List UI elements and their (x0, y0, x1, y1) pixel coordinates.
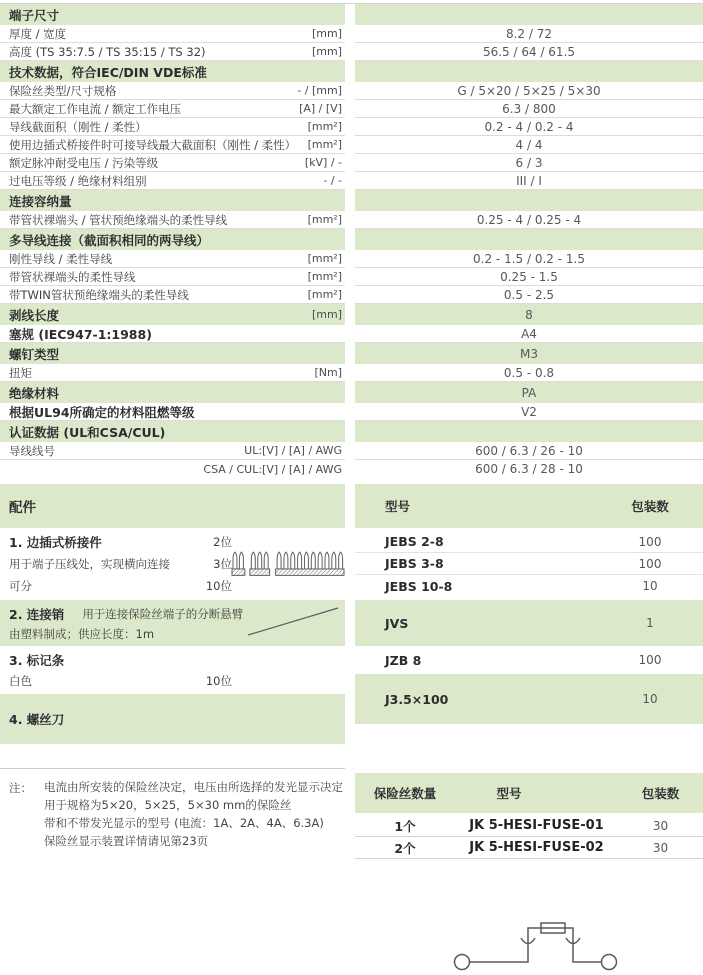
note-line: 用于规格为5×20，5×25，5×30 mm的保险丝 (44, 798, 292, 812)
spec-value: 8.2 / 72 (505, 26, 553, 41)
model-row (355, 575, 703, 597)
note-line: 电流由所安装的保险丝决定，电压由所选择的发光显示决定 (44, 780, 343, 794)
fuse-qty: 1个 (394, 818, 416, 834)
spec-label-cell (0, 172, 345, 190)
accessory-item-marker (0, 649, 345, 691)
accessory-title: 3. 标记条 (9, 652, 65, 668)
spec-row (0, 82, 703, 100)
spec-value: M3 (520, 346, 538, 361)
spec-row (0, 4, 703, 25)
spec-label: 保险丝类型/尺寸规格 (9, 83, 117, 98)
spec-unit: [kV] / - (304, 156, 342, 169)
spec-value-cell (355, 154, 703, 172)
spec-value-cell (355, 343, 703, 364)
spec-row (0, 118, 703, 136)
spec-label: 厚度 / 宽度 (9, 26, 67, 41)
spec-unit: [mm] (311, 45, 342, 58)
pack-qty: 100 (638, 653, 662, 667)
spec-row (0, 190, 703, 211)
spec-label-cell (0, 61, 345, 82)
model-name: JZB 8 (385, 652, 422, 668)
spec-label: 过电压等级 / 绝缘材料组别 (9, 173, 147, 188)
model-row (355, 553, 703, 575)
spec-unit: [mm] (311, 27, 342, 40)
model-name: JEBS 10-8 (385, 578, 453, 594)
accessory-desc: 可分 (9, 579, 32, 593)
accessory-pos: 10位 (205, 579, 232, 593)
spec-value-cell (355, 460, 703, 478)
spec-value-cell (355, 172, 703, 190)
spec-value-cell (355, 25, 703, 43)
fuse-row (355, 837, 703, 859)
spec-value-cell (355, 304, 703, 325)
spec-row (0, 382, 703, 403)
spec-label: 带管状裸端头的柔性导线 (9, 269, 136, 284)
spec-unit: - / [mm] (297, 84, 342, 97)
spec-unit: - / - (323, 174, 342, 187)
model-row (355, 674, 703, 724)
accessories-title: 配件 (9, 500, 36, 516)
fuse-model: JK 5-HESI-FUSE-02 (469, 840, 604, 855)
spec-value-cell (355, 61, 703, 82)
spec-value: 0.25 - 1.5 (500, 269, 558, 284)
spec-unit: [mm²] (307, 252, 342, 265)
pack-qty: 10 (642, 579, 658, 593)
spec-value: 600 / 6.3 / 26 - 10 (475, 443, 583, 458)
model-name: JVS (385, 615, 409, 631)
spec-label-cell (0, 82, 345, 100)
spec-row (0, 343, 703, 364)
spec-unit: [mm²] (307, 270, 342, 283)
fuse-column (355, 768, 703, 975)
column-model: 型号 (385, 499, 411, 514)
spec-value: V2 (521, 404, 537, 419)
column-pack: 包装数 (641, 786, 680, 801)
spec-unit: [mm] (311, 308, 342, 321)
accessory-item-jumper (0, 531, 345, 597)
model-row (355, 531, 703, 553)
spec-label-cell (0, 421, 345, 442)
pack-qty: 1 (646, 616, 654, 630)
fuse-model: JK 5-HESI-FUSE-01 (469, 818, 604, 833)
column-model: 型号 (496, 786, 522, 801)
spec-label-cell (0, 364, 345, 382)
accessories-section (0, 484, 703, 744)
spec-label: 根据UL94所确定的材料阻燃等级 (9, 404, 195, 420)
spec-value: 4 / 4 (515, 137, 543, 152)
pack-qty: 100 (638, 534, 662, 549)
model-row (355, 649, 703, 671)
connection-pin-icon (243, 602, 343, 640)
spec-row (0, 25, 703, 43)
note-line: 保险丝显示装置详情请见第23页 (44, 834, 209, 848)
spec-value-cell (355, 421, 703, 442)
pack-qty: 30 (652, 840, 669, 855)
fuse-terminal-schematic-icon (400, 875, 700, 975)
spec-label-cell (0, 382, 345, 403)
pack-qty: 10 (642, 692, 658, 706)
spec-label: 高度 (TS 35:7.5 / TS 35:15 / TS 32) (9, 44, 206, 59)
pack-qty: 30 (652, 818, 669, 833)
spec-label: 导线截面积（刚性 / 柔性） (9, 119, 147, 134)
spec-label: 扭矩 (9, 365, 32, 380)
spec-unit: [Nm] (314, 366, 342, 379)
spec-label: 认证数据 (UL和CSA/CUL) (9, 424, 166, 440)
note-prefix: 注： (9, 781, 32, 795)
spec-label: 绝缘材料 (9, 385, 60, 401)
spec-label: 端子尺寸 (9, 7, 60, 23)
spec-value: 0.25 - 4 / 0.25 - 4 (476, 212, 582, 227)
spec-row (0, 172, 703, 190)
spec-unit: [mm²] (307, 213, 342, 226)
spec-unit: UL:[V] / [A] / AWG (244, 444, 342, 457)
spec-value-cell (355, 118, 703, 136)
spec-row (0, 61, 703, 82)
spec-value-cell (355, 43, 703, 61)
spec-row (0, 100, 703, 118)
spec-unit: [mm²] (307, 120, 342, 133)
spec-label-cell (0, 118, 345, 136)
spec-row (0, 286, 703, 304)
accessory-pos: 3位 (213, 557, 232, 571)
spec-label: 导线线号 (9, 443, 55, 458)
spec-label: 连接容纳量 (9, 193, 72, 209)
note-line: 带和不带发光显示的型号 (电流：1A、2A、4A、6.3A) (44, 816, 324, 830)
spec-label: 螺钉类型 (9, 346, 60, 362)
fuse-table-body (355, 815, 703, 859)
spec-value: 600 / 6.3 / 28 - 10 (475, 462, 583, 476)
spec-row (0, 154, 703, 172)
accessory-desc: 白色 (9, 673, 32, 688)
models-table-header (355, 484, 703, 528)
spec-value: 0.2 - 1.5 / 0.2 - 1.5 (473, 251, 585, 266)
column-pack: 包装数 (631, 499, 669, 514)
fuse-table-header (355, 773, 703, 813)
fuse-qty: 2个 (394, 840, 416, 856)
spec-value: 0.2 - 4 / 0.2 - 4 (484, 119, 574, 134)
model-name: JEBS 2-8 (385, 534, 444, 549)
spec-label: 额定脉冲耐受电压 / 污染等级 (9, 155, 159, 170)
spec-label: 剥线长度 (9, 307, 60, 323)
spec-value-cell (355, 229, 703, 250)
column-fuse-qty: 保险丝数量 (373, 786, 437, 801)
spec-row (0, 229, 703, 250)
spec-label: 技术数据，符合IEC/DIN VDE标准 (9, 64, 207, 80)
accessory-item-pin (0, 600, 345, 646)
note-lines (44, 778, 345, 850)
spec-value: PA (521, 385, 537, 400)
spec-value: 0.5 - 0.8 (503, 365, 555, 380)
spec-label: 刚性导线 / 柔性导线 (9, 251, 113, 266)
spec-label-cell (0, 43, 345, 61)
accessory-subtitle: 用于连接保险丝端子的分断悬臂 (82, 607, 244, 621)
model-name: JEBS 3-8 (385, 556, 444, 571)
spec-value: 8 (525, 307, 533, 322)
spec-row (0, 136, 703, 154)
spec-label-cell (0, 250, 345, 268)
accessory-line (0, 649, 345, 670)
spec-value: 6 / 3 (515, 155, 543, 170)
spec-unit: CSA / CUL:[V] / [A] / AWG (203, 462, 342, 476)
spec-label-cell (0, 100, 345, 118)
spec-label-cell (0, 286, 345, 304)
spec-label: 带管状裸端头 / 管状预绝缘端头的柔性导线 (9, 212, 228, 227)
spec-label: 塞规 (IEC947-1:1988) (9, 326, 152, 342)
spec-value-cell (355, 325, 703, 343)
models-table-body (355, 528, 703, 724)
spec-label-cell (0, 154, 345, 172)
spec-label-cell (0, 25, 345, 43)
spec-value: III / I (516, 173, 542, 188)
spec-row (0, 364, 703, 382)
accessory-pos: 10位 (205, 673, 232, 688)
spec-value-cell (355, 4, 703, 25)
accessory-title: 1. 边插式桥接件 (9, 535, 102, 550)
accessory-pos: 2位 (213, 535, 232, 549)
model-row (355, 600, 703, 646)
spec-row (0, 304, 703, 325)
bottom-section (0, 768, 703, 975)
spec-row (0, 403, 703, 421)
accessory-title: 2. 连接销 (9, 607, 65, 622)
spec-label-cell (0, 442, 345, 460)
spec-row (0, 250, 703, 268)
spec-unit: [mm²] (307, 138, 342, 151)
spec-row (0, 43, 703, 61)
accessory-desc: 由塑料制成；供应长度：1m (9, 627, 155, 641)
accessories-header (0, 484, 345, 528)
spec-table (0, 3, 703, 478)
spec-value-cell (355, 382, 703, 403)
spec-value-cell (355, 403, 703, 421)
spec-value: 56.5 / 64 / 61.5 (482, 44, 576, 59)
spec-label: 多导线连接（截面积相同的两导线） (9, 232, 210, 248)
spec-label-cell (0, 190, 345, 211)
pack-qty: 100 (638, 556, 662, 571)
accessory-title: 4. 螺丝刀 (9, 712, 65, 727)
spec-value-cell (355, 211, 703, 229)
spec-unit: [mm²] (307, 288, 342, 301)
accessory-desc: 用于端子压线处，实现横向连接 (9, 557, 170, 571)
spec-value: G / 5×20 / 5×25 / 5×30 (457, 83, 601, 98)
spec-value-cell (355, 100, 703, 118)
spec-row (0, 325, 703, 343)
spec-label-cell (0, 136, 345, 154)
spec-value: 6.3 / 800 (502, 101, 556, 116)
model-name: J3.5×100 (385, 691, 449, 707)
spec-row (0, 421, 703, 442)
spec-value-cell (355, 136, 703, 154)
note-block (0, 768, 345, 975)
spec-unit: [A] / [V] (299, 102, 342, 115)
spec-label: 使用边插式桥接件时可接导线最大截面积（刚性 / 柔性） (9, 137, 297, 152)
accessory-item-screwdriver (0, 694, 345, 744)
spec-value: A4 (521, 326, 537, 341)
spec-label-cell (0, 304, 345, 325)
spec-value-cell (355, 442, 703, 460)
spec-value: 0.5 - 2.5 (503, 287, 555, 302)
spec-value-cell (355, 286, 703, 304)
spec-label-cell (0, 4, 345, 25)
spec-label-cell (0, 268, 345, 286)
spec-label-cell (0, 229, 345, 250)
jumper-comb-icon (231, 550, 345, 577)
accessories-column (0, 484, 345, 744)
spec-label-cell (0, 403, 345, 421)
spec-label-cell (0, 460, 345, 478)
models-table (355, 484, 703, 744)
spec-value-cell (355, 364, 703, 382)
spec-label-cell (0, 343, 345, 364)
spec-row (0, 211, 703, 229)
fuse-row (355, 815, 703, 837)
spec-value-cell (355, 250, 703, 268)
spec-row (0, 442, 703, 460)
spec-value-cell (355, 190, 703, 211)
spec-row (0, 268, 703, 286)
accessory-line (0, 575, 345, 597)
spec-value-cell (355, 82, 703, 100)
spec-label: 最大额定工作电流 / 额定工作电压 (9, 101, 182, 116)
spec-row (0, 460, 703, 478)
spec-label-cell (0, 211, 345, 229)
spec-label-cell (0, 325, 345, 343)
spec-value-cell (355, 268, 703, 286)
spec-label: 带TWIN管状预绝缘端头的柔性导线 (9, 287, 189, 302)
accessory-line (0, 670, 345, 691)
